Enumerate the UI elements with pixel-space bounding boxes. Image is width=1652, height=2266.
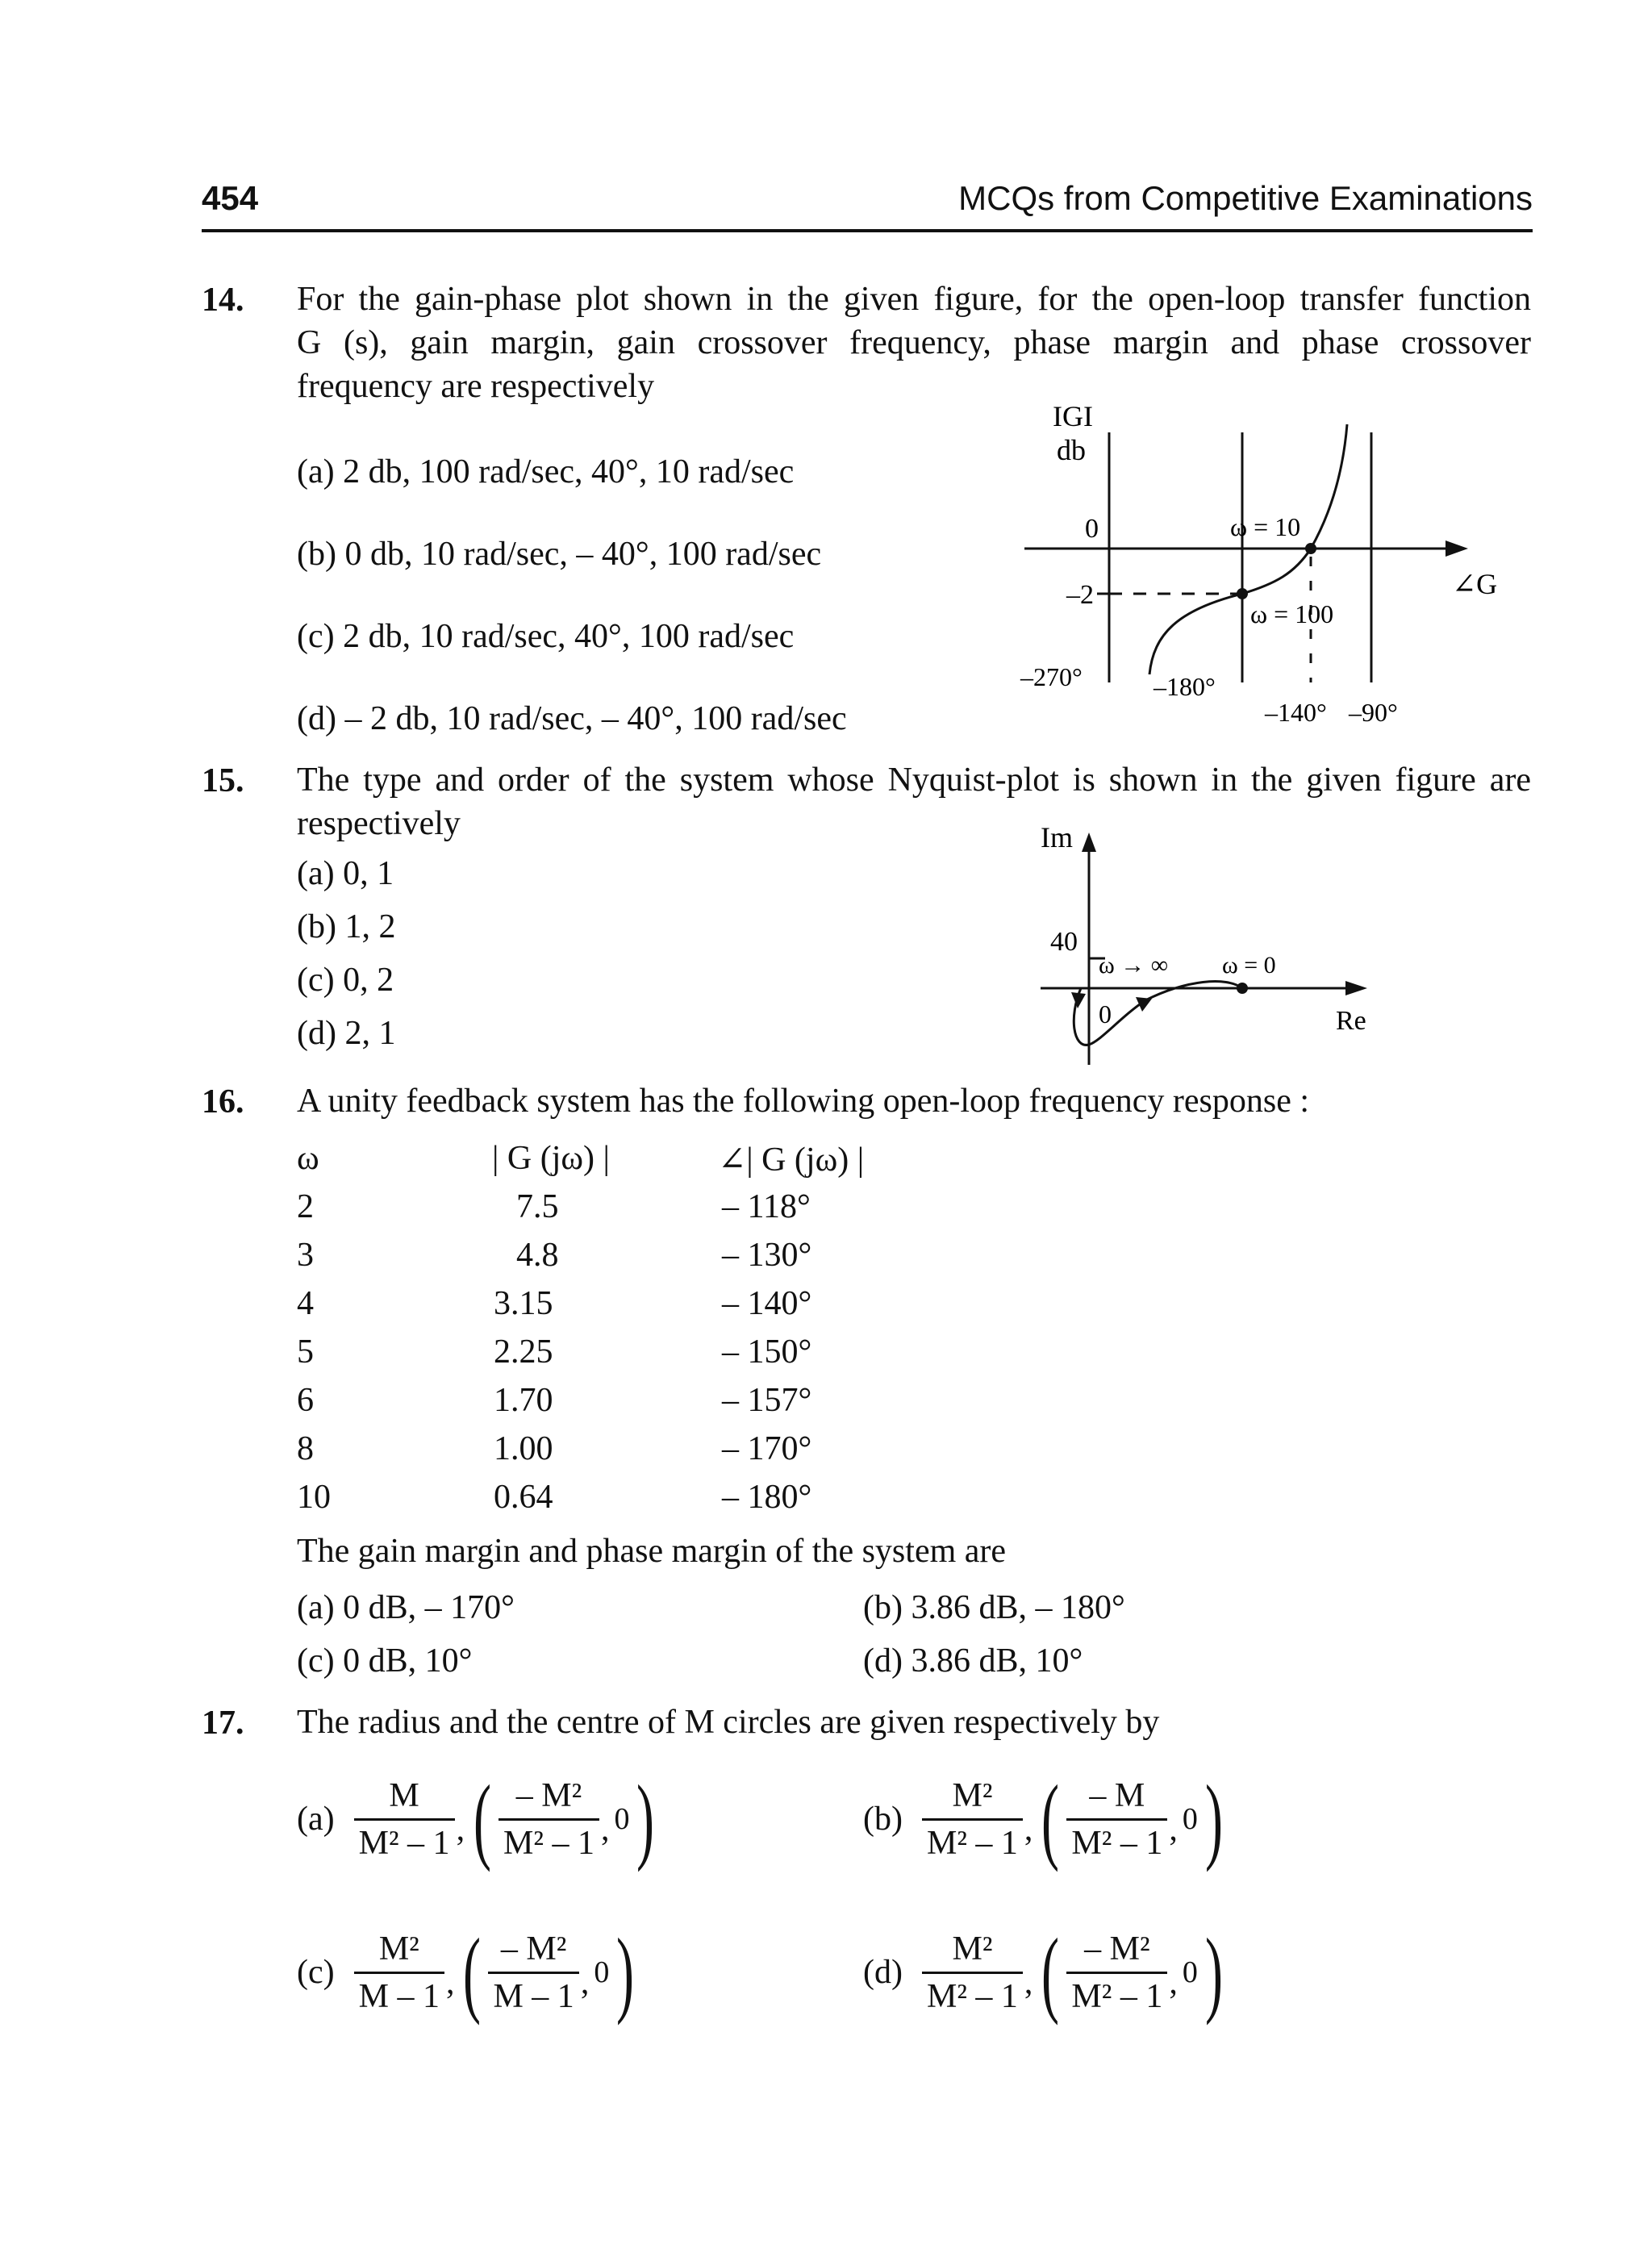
- imag-axis-label: Im: [1041, 821, 1073, 853]
- option-a[interactable]: (a) $\frac{M}{\text{M² – 1}}$ , ( $\frac{\text{– M²}}{\text{M² – 1}}$ , 0 ): [297, 1765, 655, 1872]
- option-b[interactable]: (b) $\frac{\text{M²}}{\text{M² – 1}}$ , ( $\frac{- M}{\text{M² – 1}}$ , 0 ): [863, 1765, 1223, 1872]
- table-cell: 6: [297, 1382, 314, 1419]
- table-cell: – 170°: [722, 1430, 812, 1467]
- radius-fraction: $\frac{\text{M²}}{\text{M² – 1}}$: [922, 1930, 1023, 2016]
- question-text-line: G (s), gain margin, gain crossover frequency, phase margin and phase crossover: [297, 324, 1531, 361]
- table-cell: – 140°: [722, 1285, 812, 1322]
- option-label: (a): [297, 1801, 335, 1838]
- table-header-magnitude: | G (jω) |: [492, 1140, 610, 1177]
- question-text-line: The type and order of the system whose Nyquist-plot is shown in the given figure are: [297, 762, 1531, 799]
- table-cell: 7.5: [516, 1188, 559, 1225]
- real-axis-arrow: [1345, 981, 1367, 995]
- option-d[interactable]: (d) $\frac{\text{M²}}{\text{M² – 1}}$ , ( $\frac{\text{– M²}}{\text{M² – 1}}$ , 0 ): [863, 1918, 1223, 2026]
- table-cell: 1.00: [494, 1430, 553, 1467]
- table-cell: 1.70: [494, 1382, 553, 1419]
- option-label: (c): [297, 1954, 335, 1991]
- centre-fraction: $\frac{\text{– M²}}{\text{M² – 1}}$: [1066, 1930, 1167, 2016]
- question-number: 17.: [202, 1705, 244, 1742]
- option-b[interactable]: (b) 1, 2: [297, 908, 396, 945]
- point-w100: [1237, 588, 1248, 599]
- table-cell: 4.8: [516, 1237, 559, 1274]
- option-label: (b): [863, 1801, 903, 1838]
- minus2-db-label: –2: [1066, 580, 1094, 610]
- table-cell: – 118°: [722, 1188, 811, 1225]
- point-w0: [1237, 983, 1248, 994]
- x-axis-arrow: [1446, 540, 1468, 557]
- option-b[interactable]: (b) 3.86 dB, – 180°: [863, 1589, 1125, 1626]
- gain-phase-plot: [1016, 392, 1500, 747]
- option-c[interactable]: (c) $\frac{\text{M²}}{M - 1}$ , ( $\frac{\text{– M²}}{M - 1}$ , 0 ): [297, 1918, 635, 2026]
- question-number: 14.: [202, 282, 244, 319]
- option-a[interactable]: (a) 0 dB, – 170°: [297, 1589, 515, 1626]
- table-header-omega: ω: [297, 1140, 319, 1177]
- table-cell: 4: [297, 1285, 314, 1322]
- option-a[interactable]: (a) 2 db, 100 rad/sec, 40°, 10 rad/sec: [297, 453, 795, 490]
- option-d[interactable]: (d) 3.86 dB, 10°: [863, 1642, 1083, 1680]
- w10-label: ω = 10: [1230, 512, 1301, 541]
- option-c[interactable]: (c) 0 dB, 10°: [297, 1642, 473, 1680]
- y-axis-label: IGI: [1053, 400, 1093, 432]
- w100-label: ω = 100: [1250, 599, 1334, 628]
- w-infinity-label: ω → ∞: [1099, 952, 1169, 979]
- option-b[interactable]: (b) 0 db, 10 rad/sec, – 40°, 100 rad/sec: [297, 536, 822, 573]
- centre-fraction: $\frac{\text{– M²}}{\text{M² – 1}}$: [499, 1776, 599, 1863]
- table-cell: 8: [297, 1430, 314, 1467]
- table-cell: – 157°: [722, 1382, 812, 1419]
- question-text-line: respectively: [297, 805, 461, 842]
- option-label: (d): [863, 1954, 903, 1991]
- point-w10: [1305, 543, 1316, 554]
- table-cell: – 130°: [722, 1237, 812, 1274]
- y-axis-unit: db: [1057, 434, 1086, 466]
- option-c[interactable]: (c) 2 db, 10 rad/sec, 40°, 100 rad/sec: [297, 618, 795, 655]
- tick-minus90: –90°: [1349, 698, 1398, 727]
- value-40-label: 40: [1050, 927, 1078, 957]
- option-d[interactable]: (d) 2, 1: [297, 1015, 396, 1052]
- imag-axis-arrow: [1082, 833, 1096, 852]
- tick-minus140: –140°: [1265, 698, 1327, 727]
- zero-db-label: 0: [1085, 514, 1099, 544]
- radius-fraction: $\frac{\text{M²}}{\text{M² – 1}}$: [922, 1776, 1023, 1863]
- real-axis-label: Re: [1336, 1006, 1366, 1036]
- question-text-line: frequency are respectively: [297, 368, 655, 405]
- question-text-line: The gain margin and phase margin of the system are: [297, 1533, 1007, 1570]
- question-text-line: For the gain-phase plot shown in the given figure, for the open-loop transfer function: [297, 281, 1531, 318]
- table-cell: 2.25: [494, 1333, 553, 1371]
- table-cell: 3.15: [494, 1285, 553, 1322]
- radius-fraction: $\frac{M}{\text{M² – 1}}$: [354, 1776, 455, 1863]
- nyquist-plot: [1024, 815, 1395, 1073]
- header-rule: [202, 229, 1533, 232]
- table-cell: 0.64: [494, 1479, 553, 1516]
- centre-fraction: $\frac{\text{– M²}}{M - 1}$: [488, 1930, 578, 2016]
- question-number: 15.: [202, 762, 244, 799]
- question-text-line: A unity feedback system has the following open-loop frequency response :: [297, 1083, 1310, 1120]
- table-cell: 3: [297, 1237, 314, 1274]
- origin-label: 0: [1099, 999, 1112, 1029]
- radius-fraction: $\frac{\text{M²}}{M - 1}$: [354, 1930, 444, 2016]
- page-number: 454: [202, 179, 259, 217]
- table-cell: – 150°: [722, 1333, 812, 1371]
- phase-axis-label: ∠G: [1452, 568, 1498, 600]
- w-zero-label: ω = 0: [1222, 952, 1276, 979]
- running-title: MCQs from Competitive Examinations: [958, 179, 1533, 217]
- table-cell: 5: [297, 1333, 314, 1371]
- question-text-line: The radius and the centre of M circles are given respectively by: [297, 1704, 1160, 1741]
- table-header-phase: ∠| G (jω) |: [718, 1141, 865, 1179]
- table-cell: 2: [297, 1188, 314, 1225]
- table-cell: – 180°: [722, 1479, 812, 1516]
- option-d[interactable]: (d) – 2 db, 10 rad/sec, – 40°, 100 rad/sec: [297, 700, 847, 737]
- table-cell: 10: [297, 1479, 331, 1516]
- tick-minus180: –180°: [1153, 672, 1216, 701]
- option-a[interactable]: (a) 0, 1: [297, 855, 394, 892]
- question-number: 16.: [202, 1083, 244, 1120]
- centre-fraction: $\frac{- M}{\text{M² – 1}}$: [1066, 1776, 1167, 1863]
- tick-minus270: –270°: [1020, 662, 1083, 691]
- option-c[interactable]: (c) 0, 2: [297, 962, 394, 999]
- curve-arrow-2: [1071, 992, 1086, 1008]
